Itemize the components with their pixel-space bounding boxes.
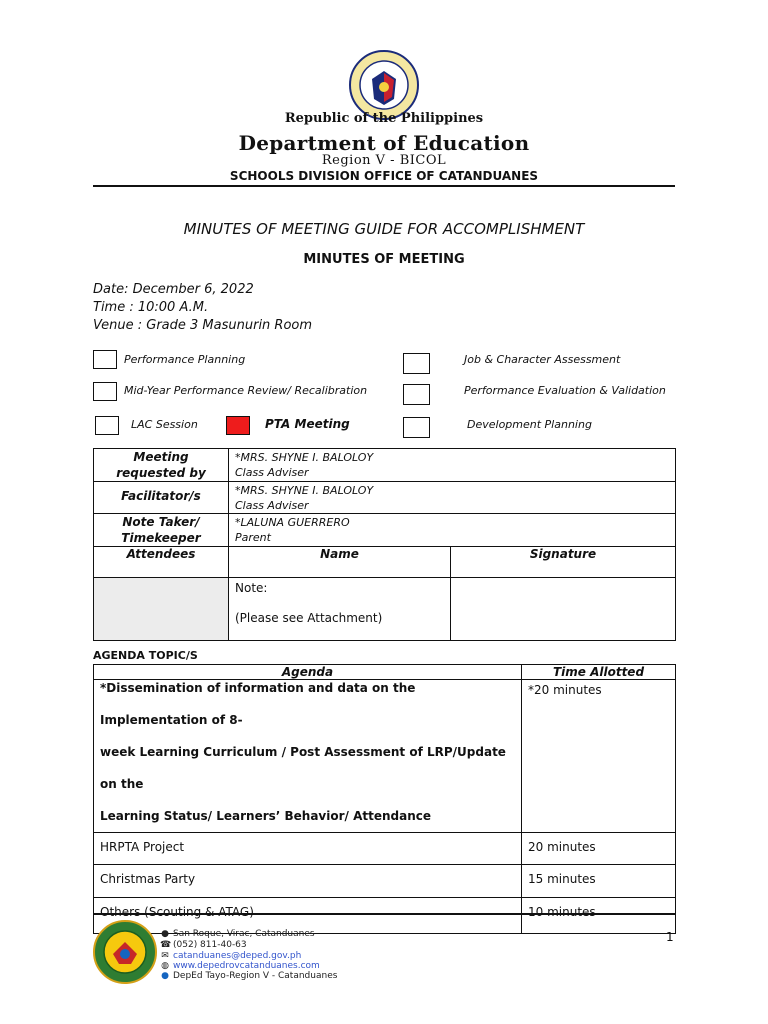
- agenda-item-1-line-2: week Learning Curriculum / Post Assessment of LRP/Update on the: [100, 745, 506, 791]
- agenda-item-2-time: 20 minutes: [522, 833, 676, 865]
- mail-icon: ✉: [161, 951, 169, 961]
- facebook-icon: ●: [161, 971, 169, 981]
- attendees-header: Attendees: [94, 547, 229, 578]
- footer-website-link[interactable]: www.depedrovcatanduanes.com: [173, 961, 320, 971]
- agenda-item-1-line-3: Learning Status/ Learners’ Behavior/ Attendance: [100, 809, 432, 823]
- facilitator-name: *MRS. SHYNE I. BALOLOY: [235, 484, 374, 497]
- requested-by-role: Class Adviser: [235, 466, 309, 479]
- checkbox-job-character[interactable]: [403, 353, 430, 374]
- note-attachment: (Please see Attachment): [235, 611, 383, 625]
- table-row: [94, 547, 676, 578]
- footer-phone-text: (052) 811-40-63: [173, 940, 247, 950]
- meeting-venue: Venue : Grade 3 Masunurin Room: [93, 318, 313, 333]
- footer-website[interactable]: [160, 961, 320, 971]
- option-job-character: Job & Character Assessment: [464, 353, 621, 366]
- attendees-note-cell: [229, 578, 451, 641]
- footer-phone: [160, 940, 247, 950]
- checkbox-pta-meeting[interactable]: [226, 416, 250, 435]
- globe-icon: ◍: [161, 961, 169, 971]
- facilitator-value: [229, 482, 676, 514]
- guide-title: MINUTES OF MEETING GUIDE FOR ACCOMPLISHMENT: [183, 220, 585, 238]
- checkbox-performance-evaluation[interactable]: [403, 384, 430, 405]
- attendees-cell: [94, 578, 229, 641]
- agenda-item-1-line-1: *Dissemination of information and data on the Implementation of 8-: [100, 681, 416, 727]
- option-pta-meeting: PTA Meeting: [265, 417, 350, 431]
- table-row: [94, 865, 676, 898]
- minutes-title: MINUTES OF MEETING: [303, 252, 465, 267]
- notetaker-value: [229, 514, 676, 547]
- agenda-item-1-time: *20 minutes: [522, 680, 676, 833]
- agenda-section-title: AGENDA TOPIC/S: [93, 649, 198, 662]
- requested-by-value: [229, 449, 676, 482]
- time-column-header: Time Allotted: [522, 665, 676, 680]
- division-heading: SCHOOLS DIVISION OFFICE OF CATANDUANES: [229, 169, 539, 183]
- agenda-item-3-time: 15 minutes: [522, 865, 676, 898]
- notetaker-role: Parent: [235, 531, 271, 544]
- checkbox-lac-session[interactable]: [95, 416, 119, 435]
- requested-by-name: *MRS. SHYNE I. BALOLOY: [235, 451, 374, 464]
- signature-header: Signature: [451, 547, 676, 578]
- agenda-column-header: Agenda: [94, 665, 522, 680]
- table-row: [94, 578, 676, 641]
- meeting-date: Date: December 6, 2022: [93, 282, 254, 297]
- page-number: 1: [666, 930, 674, 944]
- table-row: [94, 680, 676, 833]
- footer-facebook-text[interactable]: DepEd Tayo-Region V - Catanduanes: [173, 971, 338, 981]
- option-performance-planning: Performance Planning: [124, 353, 246, 366]
- department-heading: Department of Education: [238, 131, 530, 155]
- footer-divider: [93, 913, 675, 915]
- notetaker-label: Note Taker/ Timekeeper: [94, 514, 229, 547]
- agenda-item-2: HRPTA Project: [94, 833, 522, 865]
- checkbox-development-planning[interactable]: [403, 417, 430, 438]
- facilitator-role: Class Adviser: [235, 499, 309, 512]
- facilitator-label: Facilitator/s: [94, 482, 229, 514]
- table-row: [94, 482, 676, 514]
- footer-facebook[interactable]: [160, 971, 337, 981]
- meeting-time: Time : 10:00 A.M.: [93, 300, 209, 315]
- footer-address-text: San Roque, Virac, Catanduanes: [173, 929, 315, 939]
- location-pin-icon: ●: [161, 929, 169, 939]
- notetaker-name: *LALUNA GUERRERO: [235, 516, 350, 529]
- table-row: [94, 514, 676, 547]
- agenda-item-4-time: 10 minutes: [522, 898, 676, 934]
- agenda-item-4: Others (Scouting & ATAG): [94, 898, 522, 934]
- meeting-info-table: [93, 448, 676, 641]
- signature-cell: [451, 578, 676, 641]
- table-row: [94, 449, 676, 482]
- checkbox-performance-planning[interactable]: [93, 350, 117, 369]
- agenda-table: [93, 664, 676, 934]
- footer-email-link[interactable]: catanduanes@deped.gov.ph: [173, 951, 302, 961]
- footer-email[interactable]: [160, 951, 301, 961]
- requested-by-label: Meeting requested by: [94, 449, 229, 482]
- agenda-item-3: Christmas Party: [94, 865, 522, 898]
- checkbox-midyear-review[interactable]: [93, 382, 117, 401]
- region-heading: Region V - BICOL: [321, 153, 447, 168]
- table-row: [94, 833, 676, 865]
- phone-icon: ☎: [160, 940, 172, 950]
- option-development-planning: Development Planning: [467, 418, 592, 431]
- agenda-item-1: [94, 680, 522, 833]
- option-lac-session: LAC Session: [131, 418, 198, 431]
- note-line: Note:: [235, 581, 268, 595]
- header-divider: [93, 185, 675, 187]
- republic-heading: Republic of the Philippines: [284, 111, 484, 126]
- option-performance-evaluation: Performance Evaluation & Validation: [464, 384, 666, 397]
- option-midyear-review: Mid-Year Performance Review/ Recalibration: [124, 384, 368, 397]
- footer-address: [160, 929, 315, 939]
- division-seal-logo: [93, 920, 157, 984]
- name-header: Name: [229, 547, 451, 578]
